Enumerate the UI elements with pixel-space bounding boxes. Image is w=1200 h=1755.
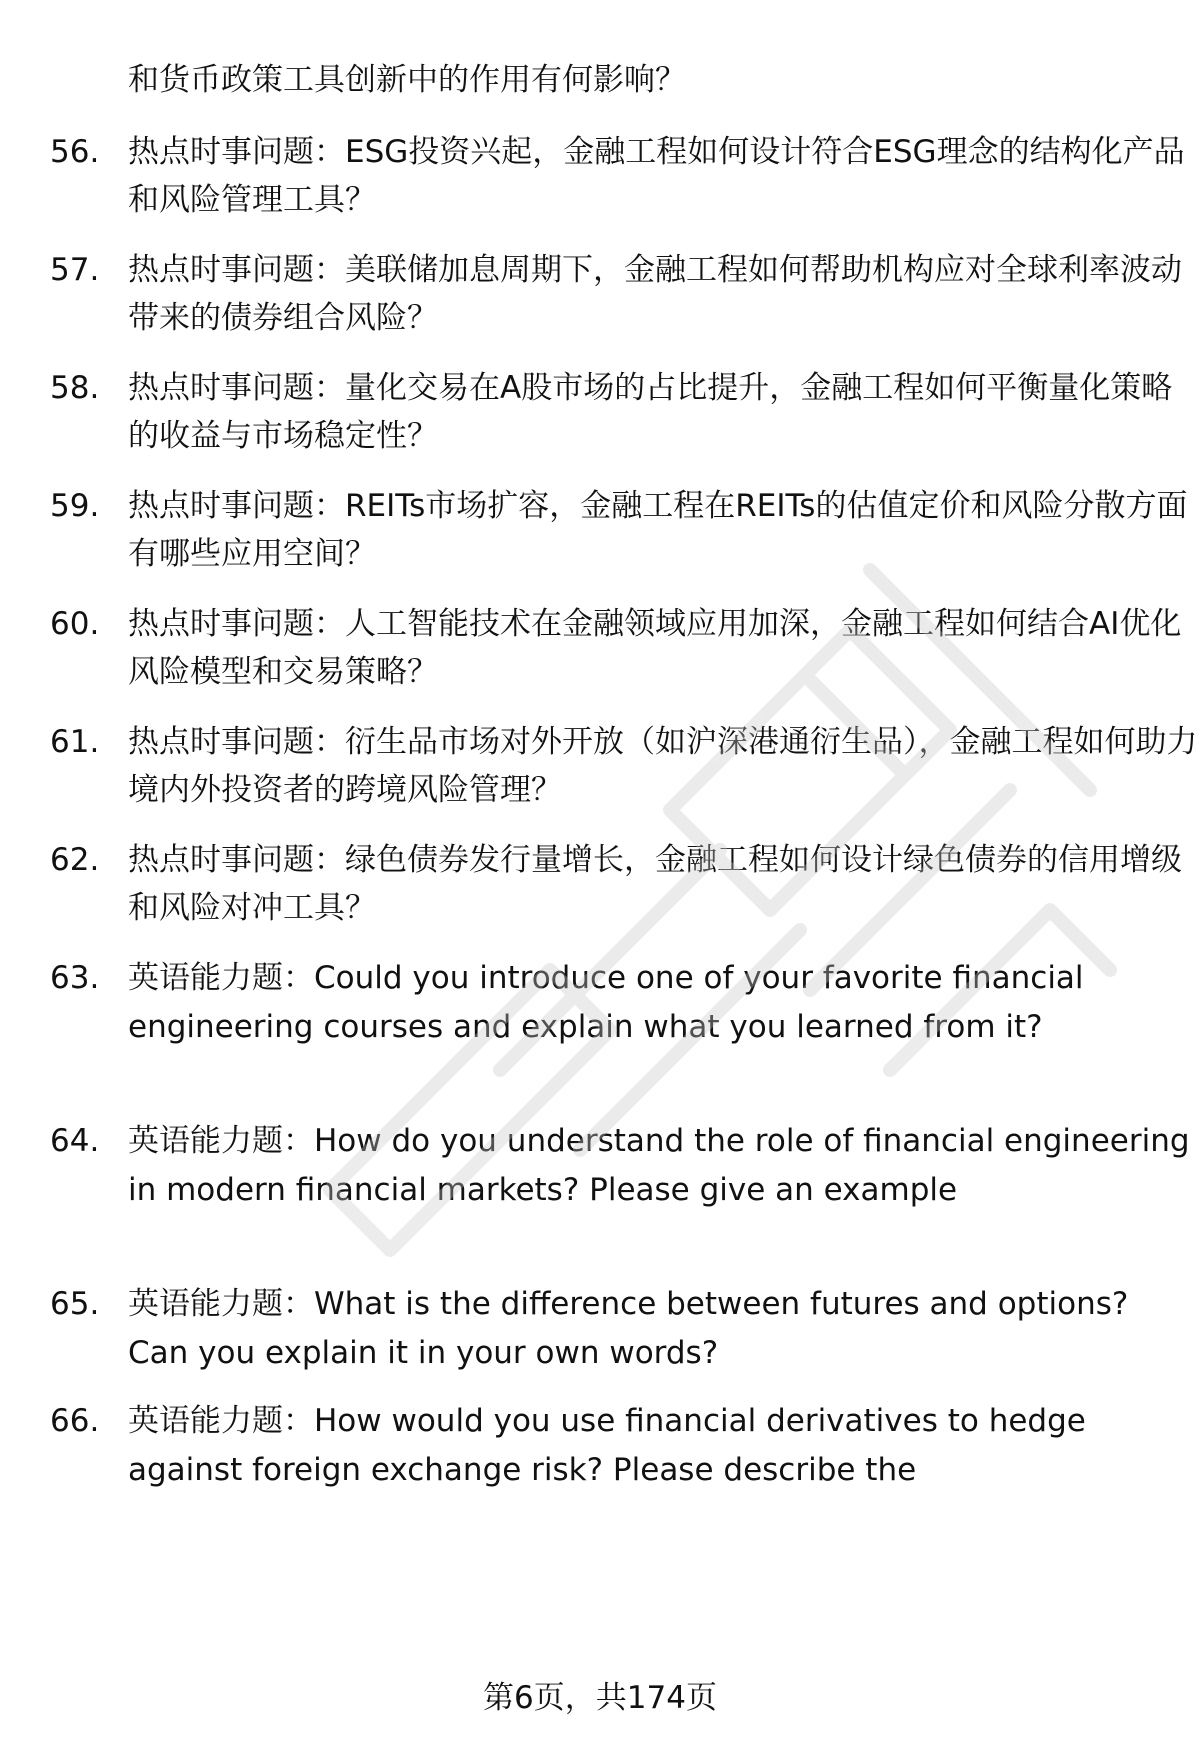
continuation-text: 和货币政策工具创新中的作用有何影响？ [128,62,686,98]
question-number: 66. [50,1403,100,1439]
question-number: 64. [50,1123,100,1159]
question-text: 英语能力题：How do you understand the role of financial engineering in modern financial markets? Please give an example [128,1123,1190,1208]
question-text: 热点时事问题：REITs市场扩容，金融工程在REITs的估值定价和风险分散方面有哪些应用空间？ [128,488,1188,572]
question-text: 英语能力题：What is the difference between futures and options? Can you explain it in your own words? [128,1286,1129,1371]
question-text: 热点时事问题：量化交易在A股市场的占比提升，金融工程如何平衡量化策略的收益与市场稳定性？ [128,370,1173,454]
question-text: 英语能力题：Could you introduce one of your favorite financial engineering courses and explain what you learned from it? [128,960,1084,1045]
question-text: 热点时事问题：美联储加息周期下，金融工程如何帮助机构应对全球利率波动带来的债券组合风险？ [128,252,1182,336]
question-text: 英语能力题：How would you use financial derivatives to hedge against foreign exchange risk? Please describe the [128,1403,1086,1488]
question-text: 热点时事问题：人工智能技术在金融领域应用加深，金融工程如何结合AI优化风险模型和交易策略？ [128,606,1182,690]
question-number: 62. [50,842,100,878]
page-number-footer: 第6页，共174页 [483,1680,717,1716]
question-number: 63. [50,960,100,996]
question-text: 热点时事问题：ESG投资兴起，金融工程如何设计符合ESG理念的结构化产品和风险管理工具？ [128,134,1185,218]
question-number: 65. [50,1286,100,1322]
question-number: 61. [50,724,100,760]
question-text: 热点时事问题：衍生品市场对外开放（如沪深港通衍生品），金融工程如何助力境内外投资者的跨境风险管理？ [128,724,1198,808]
question-number: 56. [50,134,100,170]
question-number: 60. [50,606,100,642]
question-text: 热点时事问题：绿色债券发行量增长，金融工程如何设计绿色债券的信用增级和风险对冲工具？ [128,842,1182,926]
question-number: 59. [50,488,100,524]
question-number: 57. [50,252,100,288]
question-number: 58. [50,370,100,406]
